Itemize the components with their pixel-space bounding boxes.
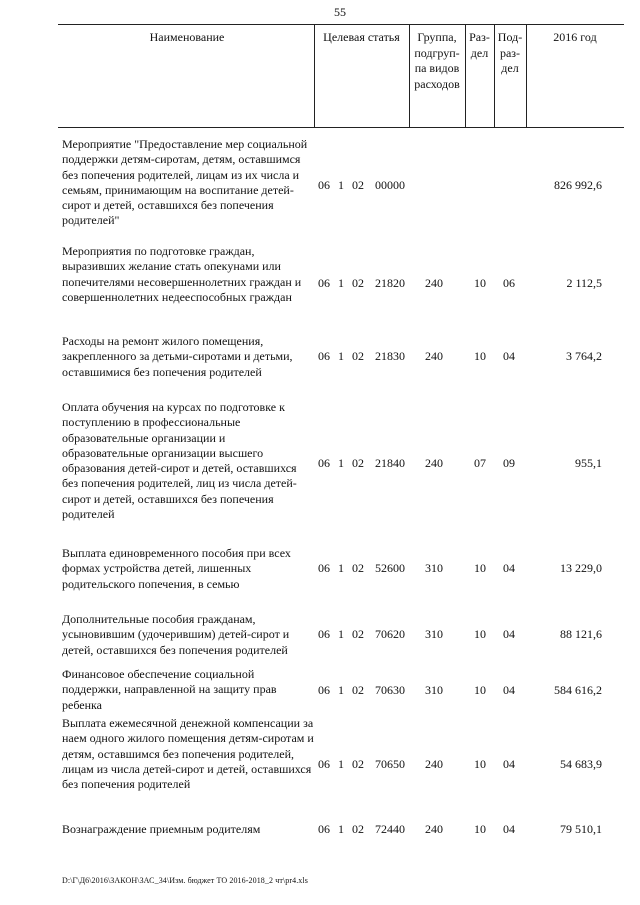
row-main-event: 02 — [352, 822, 364, 836]
row-group: 240 — [425, 276, 443, 290]
row-amount: 79 510,1 — [560, 822, 602, 836]
row-program: 06 — [318, 822, 330, 836]
row-main-event: 02 — [352, 456, 364, 470]
row-group: 240 — [425, 757, 443, 771]
row-name: Вознаграждение приемным родителям — [62, 822, 261, 836]
row-main-event: 02 — [352, 178, 364, 192]
row-amount: 584 616,2 — [554, 683, 602, 697]
row-subsection: 06 — [503, 276, 515, 290]
row-subsection: 04 — [503, 822, 515, 836]
row-section: 10 — [474, 561, 486, 575]
header-top-rule — [58, 24, 624, 25]
row-subsection: 09 — [503, 456, 515, 470]
row-subprogram: 1 — [338, 561, 344, 575]
row-program: 06 — [318, 757, 330, 771]
row-subprogram: 1 — [338, 627, 344, 641]
row-amount: 88 121,6 — [560, 627, 602, 641]
row-main-event: 02 — [352, 349, 364, 363]
row-name: Выплата единовременного пособия при всех формах устройства детей, лишенных родительского попечения, в семью — [62, 546, 291, 591]
row-name: Мероприятие "Предоставление мер социальной поддержки детям-сиротам, детям, оставшимся без попечения родителей, лицам из их числа и семьям, принимающим на воспитание детей-сирот и детей, оставшихся без попечения родителей" — [62, 137, 308, 228]
row-group: 240 — [425, 456, 443, 470]
row-name: Расходы на ремонт жилого помещения, закрепленного за детьми-сиротами и детьми, оставшимися без попечения родителей — [62, 334, 293, 379]
row-program: 06 — [318, 349, 330, 363]
row-main-event: 02 — [352, 627, 364, 641]
row-subprogram: 1 — [338, 276, 344, 290]
row-direction: 70620 — [375, 627, 405, 641]
row-subsection: 04 — [503, 349, 515, 363]
header-subsection: Под- раз- дел — [497, 30, 523, 75]
row-program: 06 — [318, 276, 330, 290]
row-amount: 54 683,9 — [560, 757, 602, 771]
row-program: 06 — [318, 178, 330, 192]
row-amount: 2 112,5 — [566, 276, 602, 290]
row-direction: 21820 — [375, 276, 405, 290]
row-section: 10 — [474, 627, 486, 641]
row-subprogram: 1 — [338, 822, 344, 836]
header-section: Раз- дел — [469, 30, 490, 60]
row-group: 240 — [425, 349, 443, 363]
row-subsection: 04 — [503, 561, 515, 575]
row-program: 06 — [318, 627, 330, 641]
row-program: 06 — [318, 456, 330, 470]
row-program: 06 — [318, 561, 330, 575]
row-amount: 826 992,6 — [554, 178, 602, 192]
row-program: 06 — [318, 683, 330, 697]
header-expense-group: Группа, подгруп- па видов расходов — [414, 30, 460, 91]
row-main-event: 02 — [352, 757, 364, 771]
row-name: Выплата ежемесячной денежной компенсации за наем одного жилого помещения детям-сиротам и детям, оставшимся без попечения родителей, лицам из числа детей-сирот и детей, оставшихся без попечения родителей — [62, 716, 314, 792]
row-subsection: 04 — [503, 757, 515, 771]
row-subsection: 04 — [503, 683, 515, 697]
row-subprogram: 1 — [338, 349, 344, 363]
row-main-event: 02 — [352, 276, 364, 290]
row-direction: 00000 — [375, 178, 405, 192]
row-section: 10 — [474, 349, 486, 363]
row-group: 310 — [425, 561, 443, 575]
row-direction: 21830 — [375, 349, 405, 363]
row-direction: 21840 — [375, 456, 405, 470]
row-group: 240 — [425, 822, 443, 836]
row-subprogram: 1 — [338, 456, 344, 470]
row-main-event: 02 — [352, 683, 364, 697]
row-name: Оплата обучения на курсах по подготовке к поступлению в профессиональные образовательные организации и образовательные организации высшего образования детей-сирот и детей, оставшихся без попечения родителей, лиц из числа детей-сирот и детей, оставшихся без попечения родителей — [62, 400, 297, 522]
row-subprogram: 1 — [338, 178, 344, 192]
row-direction: 52600 — [375, 561, 405, 575]
row-amount: 3 764,2 — [566, 349, 602, 363]
row-group: 310 — [425, 683, 443, 697]
row-section: 10 — [474, 683, 486, 697]
header-name: Наименование — [149, 30, 225, 44]
file-path-footer: D:\Г\Д6\2016\ЗАКОН\ЗАС_34\Изм. бюджет ТО 2016-2018_2 чт\pr4.xls — [62, 876, 308, 885]
row-amount: 13 229,0 — [560, 561, 602, 575]
row-section: 10 — [474, 822, 486, 836]
row-name: Мероприятия по подготовке граждан, выразивших желание стать опекунами или попечителями несовершеннолетних граждан и совершеннолетних недееспособных граждан — [62, 244, 302, 304]
row-direction: 72440 — [375, 822, 405, 836]
row-subprogram: 1 — [338, 757, 344, 771]
header-target-article: Целевая статья — [323, 30, 400, 44]
row-name: Дополнительные пособия гражданам, усыновившим (удочерившим) детей-сирот и детей, оставшихся без попечения родителей — [62, 612, 290, 657]
page-number: 55 — [334, 5, 346, 19]
header-bottom-rule — [58, 127, 624, 128]
row-name: Финансовое обеспечение социальной поддержки, направленной на защиту прав ребенка — [62, 667, 277, 712]
row-section: 10 — [474, 276, 486, 290]
row-direction: 70630 — [375, 683, 405, 697]
row-section: 10 — [474, 757, 486, 771]
header-year: 2016 год — [553, 30, 597, 44]
row-group: 310 — [425, 627, 443, 641]
row-main-event: 02 — [352, 561, 364, 575]
row-subprogram: 1 — [338, 683, 344, 697]
row-subsection: 04 — [503, 627, 515, 641]
row-section: 07 — [474, 456, 486, 470]
row-direction: 70650 — [375, 757, 405, 771]
row-amount: 955,1 — [575, 456, 602, 470]
